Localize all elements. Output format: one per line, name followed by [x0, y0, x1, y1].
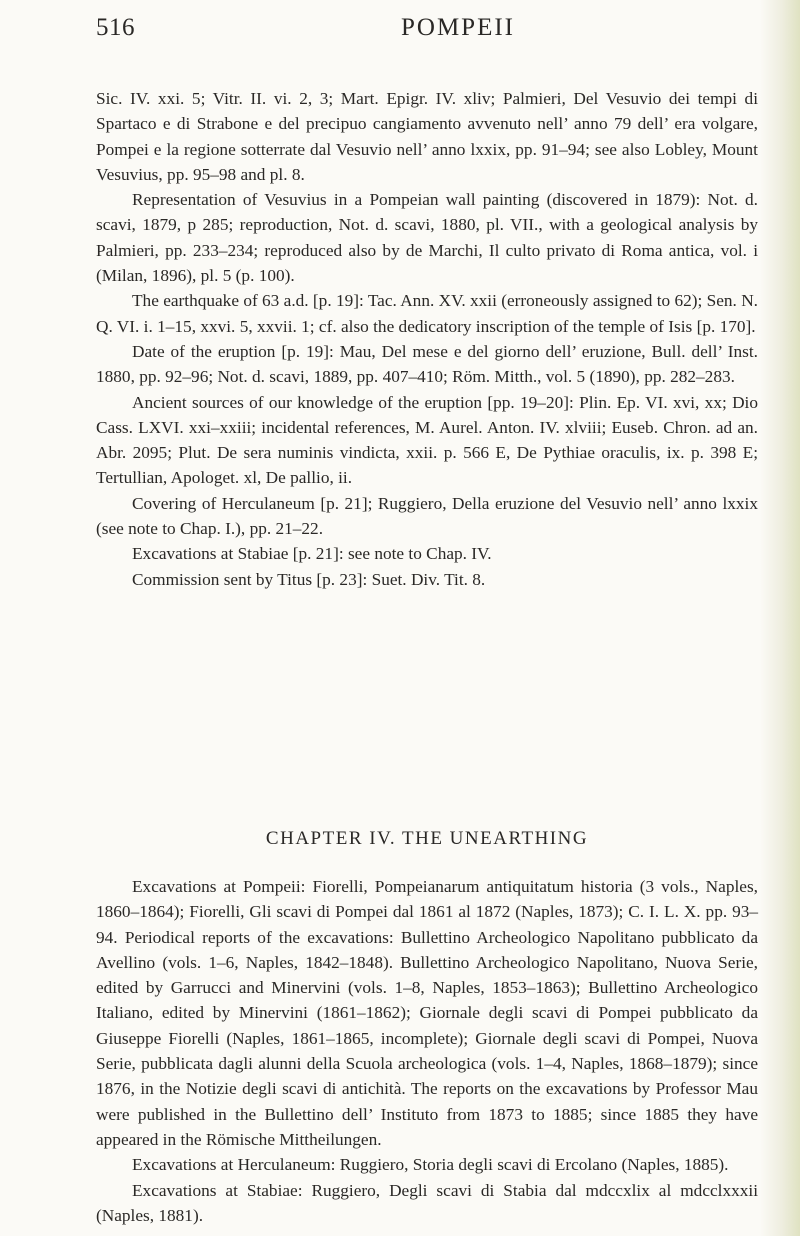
references-block-bottom [96, 874, 758, 1228]
reference-paragraph: Ancient sources of our knowledge of the eruption [pp. 19–20]: Plin. Ep. VI. xvi, xx; Dio Cass. LXVI. xxi–xxiii; incidental references, M. Aurel. Anton. IV. xlviii; Euseb. Chron. ad an. Abr. 2095; Plut. De sera numinis vindicta, xxii. p. 566 E, De Pythiae oraculis, ix. p. 398 E; Tertullian, Apologet. xl, De pallio, ii. [96, 392, 758, 488]
page-edge-shadow [760, 0, 800, 1236]
page-number: 516 [96, 14, 135, 41]
reference-paragraph: Excavations at Stabiae [p. 21]: see note to Chap. IV. [132, 544, 492, 564]
reference-paragraph: Covering of Herculaneum [p. 21]; Ruggiero, Della eruzione del Vesuvio nell’ anno lxxix (see note to Chap. I.), pp. 21–22. [96, 493, 758, 539]
running-title: POMPEII [401, 14, 516, 41]
references-block-top [96, 86, 758, 592]
reference-paragraph: The earthquake of 63 a.d. [p. 19]: Tac. Ann. XV. xxii (erroneously assigned to 62); Sen. N. Q. VI. i. 1–15, xxvi. 5, xxvii. 1; cf. also the dedicatory inscription of the temple of Isis [p. 170]. [96, 291, 758, 336]
reference-paragraph: Sic. IV. xxi. 5; Vitr. II. vi. 2, 3; Mart. Epigr. IV. xliv; Palmieri, Del Vesuvio dei tempi di Spartaco e di Strabone e del precipuo cangiamento avvenuto nell’ anno 79 dell’ era volgare, Pompei e la regione sotterrate dal Vesuvio nell’ anno lxxix, pp. 91–94; see also Lobley, Mount Vesuvius, pp. 95–98 and pl. 8. [96, 89, 758, 184]
chapter-heading: CHAPTER IV. THE UNEARTHING [265, 828, 589, 849]
reference-paragraph: Representation of Vesuvius in a Pompeian wall painting (discovered in 1879): Not. d. scavi, 1879, p 285; reproduction, Not. d. scavi, 1880, pl. VII., with a geological analysis by Palmieri, pp. 233–234; reproduced also by de Marchi, Il culto privato di Roma antica, vol. i (Milan, 1896), pl. 5 (p. 100). [96, 190, 758, 286]
page-header [96, 14, 760, 54]
reference-paragraph: Excavations at Stabiae: Ruggiero, Degli scavi di Stabia dal mdccxlix al mdcclxxxii (Naples, 1881). [96, 1180, 758, 1225]
reference-paragraph: Date of the eruption [p. 19]: Mau, Del mese e del giorno dell’ eruzione, Bull. dell’ Inst. 1880, pp. 92–96; Not. d. scavi, 1889, pp. 407–410; Röm. Mitth., vol. 5 (1890), pp. 282–283. [96, 341, 758, 387]
reference-paragraph: Excavations at Pompeii: Fiorelli, Pompeianarum antiquitatum historia (3 vols., Naples, 1860–1864); Fiorelli, Gli scavi di Pompei dal 1861 al 1872 (Naples, 1873); C. I. L. X. pp. 93–94. Periodical reports of the excavations: Bullettino Archeologico Napolitano pubblicato da Avellino (vols. 1–6, Naples, 1842–1848). Bullettino Archeologico Napolitano, Nuova Serie, edited by Garrucci and Minervini (vols. 1–8, Naples, 1853–1863); Bullettino Archeologico Italiano, edited by Minervini (1861–1862); Giornale degli scavi di Pompei pubblicato da Giuseppe Fiorelli (Naples, 1861–1865, incomplete); Giornale degli scavi di Pompei, Nuova Serie, pubblicata dagli alunni della Scuola archeologica (vols. 1–4, Naples, 1868–1879); since 1876, in the Notizie degli scavi di antichità. The reports on the excavations by Professor Mau were published in the Bullettino dell’ Instituto from 1873 to 1885; since 1885 they have appeared in the Römische Mittheilungen. [96, 877, 758, 1149]
reference-paragraph: Excavations at Herculaneum: Ruggiero, Storia degli scavi di Ercolano (Naples, 1885). [132, 1155, 729, 1175]
reference-paragraph: Commission sent by Titus [p. 23]: Suet. Div. Tit. 8. [132, 569, 486, 589]
